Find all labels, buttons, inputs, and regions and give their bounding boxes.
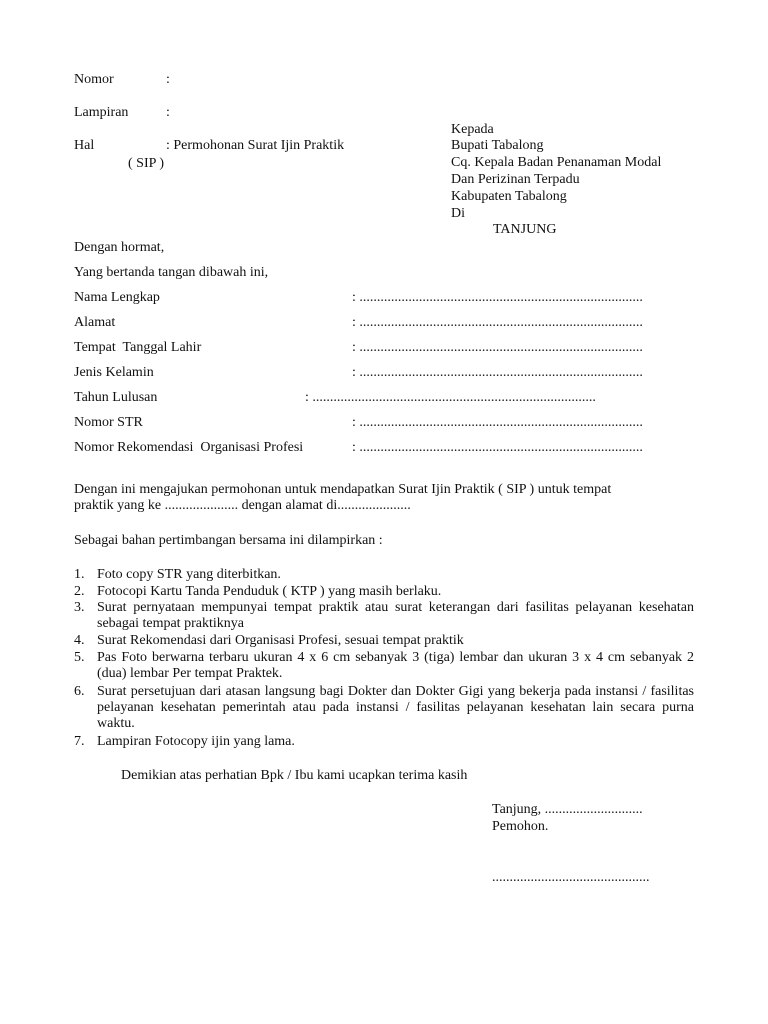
- field-label-ttl: Tempat Tanggal Lahir: [74, 340, 202, 355]
- list-number: 3.: [74, 600, 85, 615]
- list-text: Fotocopi Kartu Tanda Penduduk ( KTP ) yang masih berlaku.: [97, 584, 442, 599]
- list-number: 6.: [74, 684, 85, 699]
- list-number: 7.: [74, 734, 85, 749]
- request-text-line-1: Dengan ini mengajukan permohonan untuk mendapatkan Surat Ijin Praktik ( SIP ) untuk tempat: [74, 482, 612, 497]
- attachments-intro: Sebagai bahan pertimbangan bersama ini dilampirkan :: [74, 533, 383, 548]
- field-label-nomor-str: Nomor STR: [74, 415, 143, 430]
- hal-value-continued: ( SIP ): [128, 156, 165, 171]
- field-value-jenis-kelamin: : .................................................................................: [352, 365, 643, 380]
- list-text: Lampiran Fotocopy ijin yang lama.: [97, 734, 295, 749]
- list-number: 1.: [74, 567, 85, 582]
- list-text: Pas Foto berwarna terbaru ukuran 4 x 6 cm sebanyak 3 (tiga) lembar dan ukuran 3 x 4 cm sebanyak 2 (dua) lembar Per tempat Praktek.: [97, 650, 694, 681]
- list-text: Surat Rekomendasi dari Organisasi Profesi, sesuai tempat praktik: [97, 633, 464, 648]
- field-value-nomor-rekomendasi: : .................................................................................: [352, 440, 643, 455]
- field-label-jenis-kelamin: Jenis Kelamin: [74, 365, 154, 380]
- recipient-line-5: Kabupaten Tabalong: [451, 189, 567, 204]
- recipient-line-6: Di: [451, 206, 465, 221]
- request-text-line-2: praktik yang ke ..................... dengan alamat di.....................: [74, 498, 411, 513]
- field-label-nomor-rekomendasi: Nomor Rekomendasi Organisasi Profesi: [74, 440, 304, 455]
- recipient-line-4: Dan Perizinan Terpadu: [451, 172, 580, 187]
- signature-line: .............................................: [492, 870, 650, 885]
- field-label-nama: Nama Lengkap: [74, 290, 160, 305]
- field-value-alamat: : .................................................................................: [352, 315, 643, 330]
- signature-role: Pemohon.: [492, 819, 549, 834]
- list-number: 5.: [74, 650, 85, 665]
- lampiran-label: Lampiran: [74, 105, 129, 120]
- signature-place-date: Tanjung, ............................: [492, 802, 643, 817]
- field-label-alamat: Alamat: [74, 315, 116, 330]
- lampiran-colon: :: [166, 105, 170, 120]
- list-text: Surat persetujuan dari atasan langsung bagi Dokter dan Dokter Gigi yang bekerja pada instansi / fasilitas pelayanan kesehatan pemerintah atau pada instansi / fasilitas pelayanan kesehatan lain secara purna waktu.: [97, 684, 694, 731]
- list-text: Foto copy STR yang diterbitkan.: [97, 567, 281, 582]
- field-value-ttl: : .................................................................................: [352, 340, 643, 355]
- field-label-tahun-lulusan: Tahun Lulusan: [74, 390, 158, 405]
- recipient-line-3: Cq. Kepala Badan Penanaman Modal: [451, 155, 662, 170]
- hal-value: : Permohonan Surat Ijin Praktik: [166, 138, 345, 153]
- list-number: 4.: [74, 633, 85, 648]
- greeting: Dengan hormat,: [74, 240, 165, 255]
- nomor-colon: :: [166, 72, 170, 87]
- list-text: Surat pernyataan mempunyai tempat praktik atau surat keterangan dari fasilitas pelayanan kesehatan sebagai tempat praktiknya: [97, 600, 694, 631]
- recipient-line-1: Kepada: [451, 122, 494, 137]
- recipient-line-7: TANJUNG: [493, 222, 557, 237]
- hal-label: Hal: [74, 138, 95, 153]
- intro-text: Yang bertanda tangan dibawah ini,: [74, 265, 269, 280]
- list-number: 2.: [74, 584, 85, 599]
- closing-text: Demikian atas perhatian Bpk / Ibu kami ucapkan terima kasih: [121, 768, 468, 783]
- field-value-tahun-lulusan: : .................................................................................: [305, 390, 596, 405]
- field-value-nomor-str: : .................................................................................: [352, 415, 643, 430]
- field-value-nama: : .................................................................................: [352, 290, 643, 305]
- nomor-label: Nomor: [74, 72, 114, 87]
- recipient-line-2: Bupati Tabalong: [451, 138, 544, 153]
